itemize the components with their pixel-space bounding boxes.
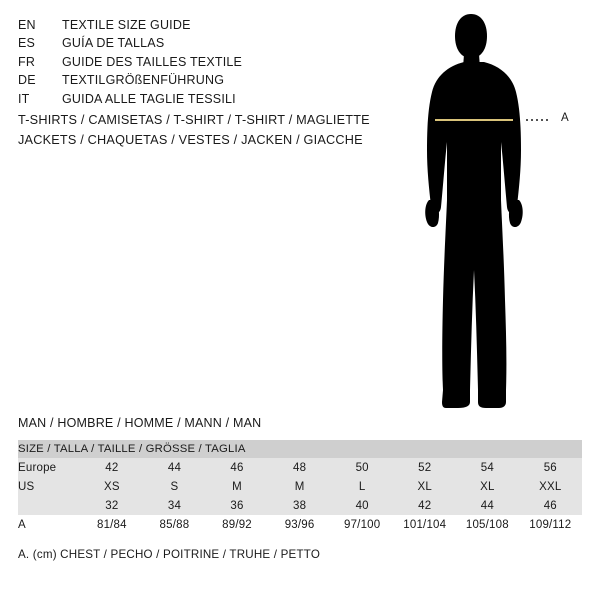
cell: 97/100 bbox=[331, 515, 394, 534]
cell: XL bbox=[393, 477, 456, 496]
cell: 44 bbox=[456, 496, 519, 515]
language-row-it bbox=[18, 90, 378, 108]
language-code-fr: FR bbox=[18, 54, 36, 69]
language-code-it: IT bbox=[18, 91, 30, 106]
cell: 101/104 bbox=[393, 515, 456, 534]
cell: XXL bbox=[519, 477, 582, 496]
cell: M bbox=[268, 477, 331, 496]
table-row bbox=[18, 477, 582, 496]
category-tshirts: T-SHIRTS / CAMISETAS / T-SHIRT / T-SHIRT / MAGLIETTE bbox=[18, 113, 370, 127]
cell: 48 bbox=[268, 458, 331, 477]
cell: 109/112 bbox=[519, 515, 582, 534]
row-label-us: US bbox=[18, 477, 81, 496]
footnote-chest: A. (cm) CHEST / PECHO / POITRINE / TRUHE / PETTO bbox=[18, 548, 321, 561]
table-header-label: SIZE / TALLA / TAILLE / GRÖSSE / TAGLIA bbox=[18, 440, 582, 458]
cell: 44 bbox=[143, 458, 206, 477]
language-list bbox=[18, 16, 378, 108]
table-row bbox=[18, 458, 582, 477]
cell: 36 bbox=[206, 496, 269, 515]
cell: 56 bbox=[519, 458, 582, 477]
figure-silhouette-icon bbox=[398, 10, 598, 410]
cell: 50 bbox=[331, 458, 394, 477]
cell: XL bbox=[456, 477, 519, 496]
measure-label-a: A bbox=[561, 112, 570, 124]
table-row bbox=[18, 496, 582, 515]
table-row bbox=[18, 515, 582, 534]
language-text-en: TEXTILE SIZE GUIDE bbox=[62, 18, 191, 32]
language-code-en: EN bbox=[18, 18, 36, 32]
table-header-row bbox=[18, 440, 582, 458]
language-code-de: DE bbox=[18, 73, 36, 88]
cell: L bbox=[331, 477, 394, 496]
language-row-es bbox=[18, 34, 378, 52]
language-text-it: GUIDA ALLE TAGLIE TESSILI bbox=[62, 91, 236, 106]
cell: 46 bbox=[519, 496, 582, 515]
cell: 54 bbox=[456, 458, 519, 477]
cell: 38 bbox=[268, 496, 331, 515]
category-jackets: JACKETS / CHAQUETAS / VESTES / JACKEN / GIACCHE bbox=[18, 133, 363, 147]
cell: 42 bbox=[81, 458, 144, 477]
cell: 40 bbox=[331, 496, 394, 515]
cell: XS bbox=[81, 477, 144, 496]
cell: S bbox=[143, 477, 206, 496]
language-code-es: ES bbox=[18, 36, 36, 51]
cell: 81/84 bbox=[81, 515, 144, 534]
cell: 34 bbox=[143, 496, 206, 515]
language-text-de: TEXTILGRÖßENFÜHRUNG bbox=[62, 73, 225, 88]
cell: 42 bbox=[393, 496, 456, 515]
language-text-es: GUÍA DE TALLAS bbox=[62, 36, 165, 51]
language-text-fr: GUIDE DES TAILLES TEXTILE bbox=[62, 54, 243, 69]
category-list bbox=[18, 110, 438, 150]
size-table-wrap bbox=[18, 440, 582, 534]
section-title-man: MAN / HOMBRE / HOMME / MANN / MAN bbox=[18, 416, 262, 430]
size-table bbox=[18, 440, 582, 534]
row-label-a: A bbox=[18, 515, 81, 534]
language-row-en bbox=[18, 16, 378, 34]
cell: 32 bbox=[81, 496, 144, 515]
male-figure-illustration bbox=[398, 10, 598, 410]
row-label-us-numeric bbox=[18, 496, 81, 515]
language-row-fr bbox=[18, 53, 378, 71]
row-label-europe: Europe bbox=[18, 458, 81, 477]
cell: 105/108 bbox=[456, 515, 519, 534]
cell: 46 bbox=[206, 458, 269, 477]
cell: 85/88 bbox=[143, 515, 206, 534]
cell: 93/96 bbox=[268, 515, 331, 534]
cell: 89/92 bbox=[206, 515, 269, 534]
cell: M bbox=[206, 477, 269, 496]
language-row-de bbox=[18, 71, 378, 89]
cell: 52 bbox=[393, 458, 456, 477]
